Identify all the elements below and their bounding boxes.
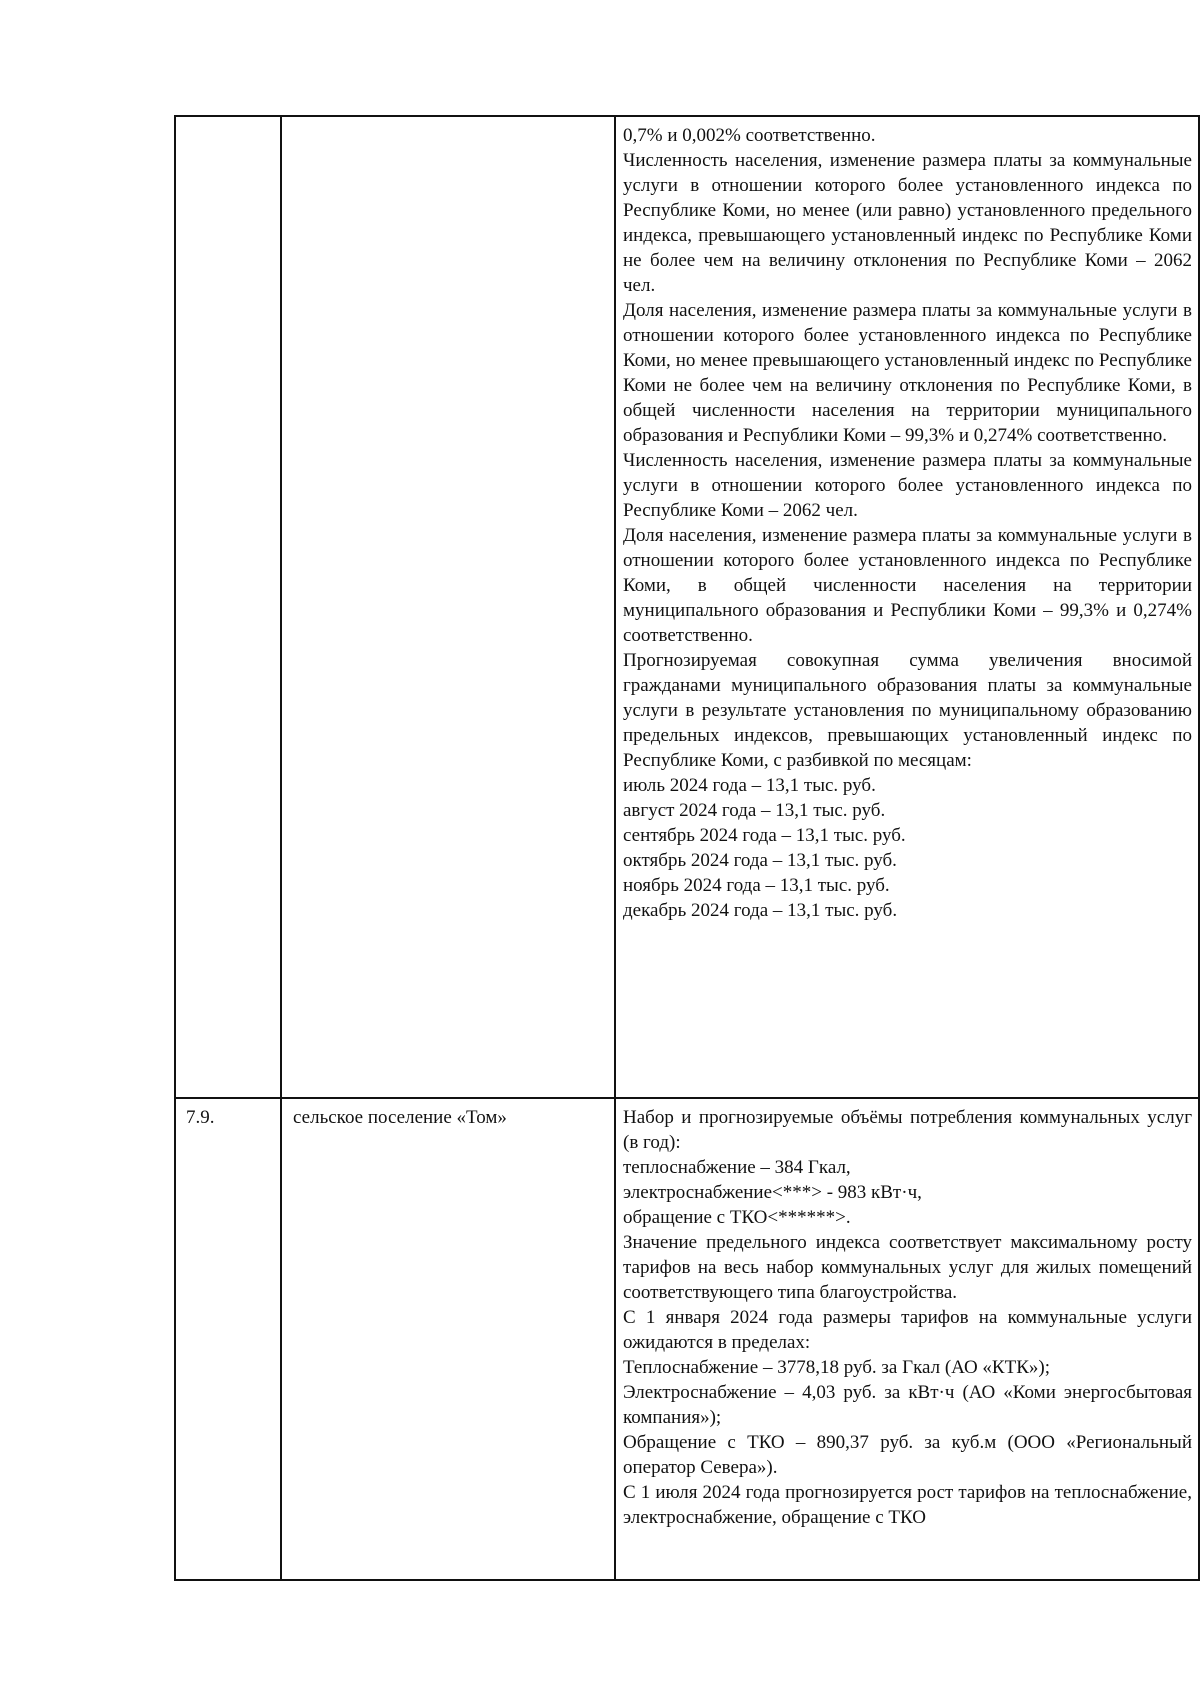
row-number-cell — [175, 116, 281, 1098]
description-cell — [615, 116, 1199, 1098]
table-row — [175, 1098, 1199, 1580]
paragraph: Значение предельного индекса соответствует максимальному росту тарифов на весь набор коммунальных услуг для жилых помещений соответствующего типа благоустройства. — [623, 1232, 1192, 1303]
monthly-amount-line: декабрь 2024 года – 13,1 тыс. руб. — [623, 900, 898, 921]
municipality-name-cell: сельское поселение «Том» — [281, 1098, 615, 1580]
paragraph: Электроснабжение – 4,03 руб. за кВт·ч (АО «Коми энергосбытовая компания»); — [623, 1382, 1192, 1428]
paragraph: 0,7% и 0,002% соответственно. — [623, 125, 876, 146]
monthly-amount-line: сентябрь 2024 года – 13,1 тыс. руб. — [623, 825, 906, 846]
monthly-amount-line: октябрь 2024 года – 13,1 тыс. руб. — [623, 850, 897, 871]
paragraph: Численность населения, изменение размера платы за коммунальные услуги в отношении которого более установленного индекса по Республике Коми – 2062 чел. — [623, 450, 1192, 521]
paragraph: С 1 июля 2024 года прогнозируется рост тарифов на теплоснабжение, электроснабжение, обращение с ТКО — [623, 1482, 1192, 1528]
paragraph: Обращение с ТКО – 890,37 руб. за куб.м (ООО «Региональный оператор Севера»). — [623, 1432, 1192, 1478]
row-number-cell: 7.9. — [175, 1098, 281, 1580]
consumption-line: обращение с ТКО<******>. — [623, 1207, 851, 1228]
consumption-line: электроснабжение<***> - 983 кВт·ч, — [623, 1182, 922, 1203]
paragraph: С 1 января 2024 года размеры тарифов на коммунальные услуги ожидаются в пределах: — [623, 1307, 1192, 1353]
paragraph: Теплоснабжение – 3778,18 руб. за Гкал (АО «КТК»); — [623, 1357, 1050, 1378]
paragraph: Прогнозируемая совокупная сумма увеличения вносимой гражданами муниципального образования платы за коммунальные услуги в результате установления по муниципальному образованию предельных индексов, превышающих установленный индекс по Республике Коми, с разбивкой по месяцам: — [623, 650, 1192, 771]
paragraph: Численность населения, изменение размера платы за коммунальные услуги в отношении которого более установленного индекса по Республике Коми, но менее (или равно) установленного предельного индекса, превышающего установленный индекс по Республике Коми не более чем на величину отклонения по Республике Коми – 2062 чел. — [623, 150, 1192, 296]
paragraph: Доля населения, изменение размера платы за коммунальные услуги в отношении которого более установленного индекса по Республике Коми, в общей численности населения на территории муниципального образования и Республики Коми – 99,3% и 0,274% соответственно. — [623, 525, 1192, 646]
monthly-amount-line: июль 2024 года – 13,1 тыс. руб. — [623, 775, 876, 796]
monthly-amount-line: август 2024 года – 13,1 тыс. руб. — [623, 800, 886, 821]
document-table — [174, 115, 1200, 1581]
description-cell — [615, 1098, 1199, 1580]
paragraph: Набор и прогнозируемые объёмы потребления коммунальных услуг (в год): — [623, 1107, 1192, 1153]
monthly-amount-line: ноябрь 2024 года – 13,1 тыс. руб. — [623, 875, 890, 896]
consumption-line: теплоснабжение – 384 Гкал, — [623, 1157, 851, 1178]
paragraph: Доля населения, изменение размера платы за коммунальные услуги в отношении которого более установленного индекса по Республике Коми, но менее превышающего установленный индекс по Республике Коми не более чем на величину отклонения по Республике Коми, в общей численности населения на территории муниципального образования и Республики Коми – 99,3% и 0,274% соответственно. — [623, 300, 1192, 446]
table-row — [175, 116, 1199, 1098]
municipality-name-cell — [281, 116, 615, 1098]
